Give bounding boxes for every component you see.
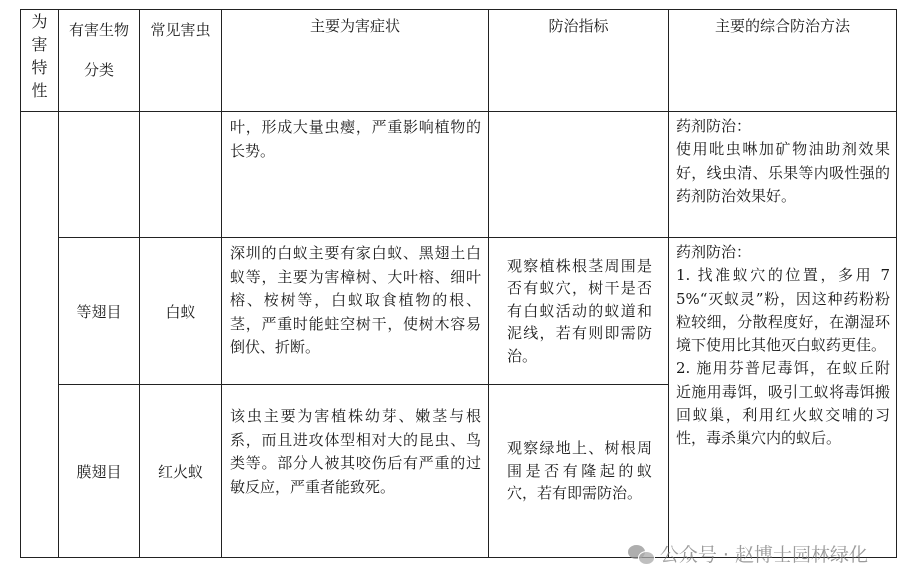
methods-body-2: 2. 施用芬普尼毒饵，在蚁丘附近施用毒饵，吸引工蚁将毒饵搬回蚁巢，利用红火蚁交哺的习性，毒杀巢穴内的蚁后。 — [676, 359, 890, 448]
indicator-cell — [489, 112, 669, 238]
methods-text — [669, 112, 896, 208]
header-category: 有害生物分类 — [59, 10, 140, 112]
symptoms-cell — [222, 112, 489, 238]
methods-title: 药剂防治： — [676, 117, 752, 135]
header-symptoms: 主要为害症状 — [222, 10, 489, 112]
indicator-text: 观察植株根茎周围是否有蚁穴，树干是否有白蚁活动的蚁道和泥线，若有则即需防治。 — [507, 256, 652, 365]
header-nature: 为害特性 — [21, 10, 59, 112]
symptoms-cell — [222, 238, 489, 385]
methods-body: 使用吡虫啉加矿物油助剂效果好，线虫清、乐果等内吸性强的药剂防治效果好。 — [676, 140, 890, 205]
table-row — [21, 112, 897, 238]
category-cell — [59, 112, 140, 238]
watermark-text: 公众号 · 赵博士园林绿化 — [659, 544, 868, 566]
header-methods: 主要的综合防治方法 — [669, 10, 897, 112]
header-pest: 常见害虫 — [140, 10, 222, 112]
methods-body: 1. 找准蚁穴的位置，多用 75%“灭蚁灵”粉，因这种药粉粉粒较细，分散程度好，在潮湿环境下使用比其他灭白蚁药更佳。 — [676, 266, 890, 355]
indicator-cell — [489, 238, 669, 385]
methods-title: 药剂防治： — [676, 243, 752, 261]
category-cell: 等翅目 — [59, 238, 140, 385]
methods-cell — [669, 238, 897, 558]
symptoms-text: 叶，形成大量虫瘿，严重影响植物的长势。 — [230, 118, 481, 160]
methods-text — [669, 238, 896, 451]
symptoms-text: 该虫主要为害植株幼芽、嫩茎与根系，而且进攻体型相对大的昆虫、鸟类等。部分人被其咬伤后有严重的过敏反应，严重者能致死。 — [230, 407, 481, 496]
pest-cell — [140, 112, 222, 238]
table-row — [21, 238, 897, 385]
pest-control-table — [20, 9, 897, 558]
header-row — [21, 10, 897, 112]
pest-cell: 红火蚁 — [140, 385, 222, 558]
nature-cell — [21, 112, 59, 558]
symptoms-text: 深圳的白蚁主要有家白蚁、黑翅土白蚁等，主要为害樟树、大叶榕、细叶榕、桉树等，白蚁取食植物的根、茎，严重时能蛀空树干，使树木容易倒伏、折断。 — [230, 244, 481, 356]
indicator-cell — [489, 385, 669, 558]
pest-cell: 白蚁 — [140, 238, 222, 385]
header-indicator: 防治指标 — [489, 10, 669, 112]
methods-cell — [669, 112, 897, 238]
indicator-text: 观察绿地上、树根周围是否有隆起的蚁穴，若有即需防治。 — [507, 439, 652, 503]
symptoms-cell — [222, 385, 489, 558]
category-cell: 膜翅目 — [59, 385, 140, 558]
